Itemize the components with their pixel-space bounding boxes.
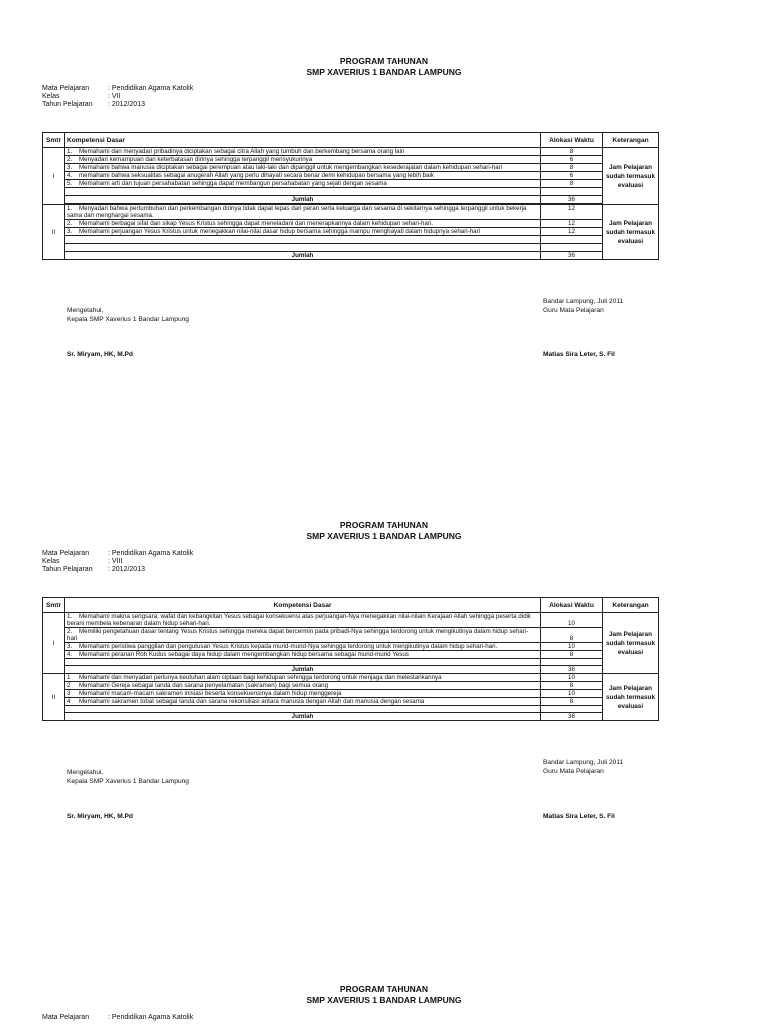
kd-cell [65, 156, 541, 164]
meta-row [42, 85, 193, 93]
empty-row [43, 706, 659, 713]
guru-name: Matias Sira Leter, S. Fil [543, 351, 615, 358]
kd-number: 4. [67, 172, 73, 179]
doc-title: PROGRAM TAHUNAN [339, 520, 429, 530]
alokasi-cell: 8 [541, 628, 603, 643]
table-row [43, 164, 659, 172]
kd-text: Memahami perjuangan Yesus Kristus untuk menegakkan nilai-nilai dasar hidup bersama sehingga mampu menghayati dalam hidupnya sehari-hari [79, 228, 481, 235]
kd-number: 3. [67, 164, 73, 171]
kd-cell [65, 164, 541, 172]
kd-number: 2. [67, 220, 73, 227]
meta-key: Mata Pelajaran [42, 550, 90, 557]
kd-text: Memahami dan menyadari pribadinya diciptakan sebagai citra Allah yang tumbuh dan berkembang bersama orang lain [79, 148, 405, 155]
jumlah-row [43, 196, 659, 204]
mengetahui-label: Mengetahui, [67, 307, 104, 314]
jumlah-row [43, 666, 659, 674]
meta-value: : Pendidikan Agama Katolik [108, 85, 194, 92]
col-alokasi: Alokasi Waktu [541, 598, 603, 613]
kd-text: Memahami makna sengsara, wafat dan kebangkitan Yesus sebagai konsekuensi atas perjuangan-Nya menegakkan nilai-nilain Kerajaan Allah sehingga peserta didik berani membela kebenaran dalam hidup sehari-hari. [67, 613, 531, 627]
kd-text: Menyadari bahwa pertumbuhan dan perkembangan dirinya tidak dapat lepas dari peran serta keluarga dan sesama di sekitarnya sehingga terpanggil untuk bekerja sama dan menghargai sesama. [67, 205, 527, 219]
kd-text: Memahami bahwa manusia diciptakan sebagai perempuan atau laki-laki dan dipanggil untuk mengembangkan kesederajatan dalam kehidupan sehari-hari [79, 164, 503, 171]
kd-cell [65, 674, 541, 682]
alokasi-cell: 6 [541, 156, 603, 164]
keterangan-cell [603, 205, 659, 260]
alokasi-cell: 12 [541, 220, 603, 228]
table-row [43, 682, 659, 690]
alokasi-cell: 8 [541, 698, 603, 706]
kd-text: Memahami sakramen tobat sebagai tanda dan sarana rekonsiliasi antara manusia dengan Allah dan manusia dengan sesama [79, 698, 425, 705]
kd-cell [65, 690, 541, 698]
program-table [42, 597, 659, 721]
kd-cell [65, 628, 541, 643]
kd-text: Memahami arti dan tujuan persahabatan sehingga dapat membangun persahabatan yang sejati dengan sesama [79, 180, 387, 187]
jumlah-total: 36 [541, 713, 603, 721]
col-keterangan: Keterangan [603, 133, 659, 148]
jumlah-label: Jumlah [65, 666, 541, 674]
doc-title: PROGRAM TAHUNAN [339, 984, 429, 994]
meta-value: : VII [108, 93, 121, 100]
kd-cell [65, 220, 541, 228]
kd-number: 3. [67, 643, 73, 650]
alokasi-cell: 12 [541, 205, 603, 220]
table-row [43, 613, 659, 628]
doc-meta [42, 550, 193, 574]
col-kompetensi: Kompetensi Dasar [65, 598, 541, 613]
empty-row [43, 659, 659, 666]
doc-meta [42, 1014, 193, 1022]
kd-number: 2. [67, 628, 73, 635]
meta-key: Tahun Pelajaran [42, 101, 93, 108]
table-row [43, 228, 659, 236]
guru-label: Guru Mata Pelajaran [543, 307, 604, 314]
jumlah-label: Jumlah [65, 713, 541, 721]
kd-cell [65, 205, 541, 220]
signature-guru-block [543, 758, 623, 776]
col-smtr: Smtr [43, 133, 65, 148]
kd-number: 4. [67, 651, 73, 658]
keterangan-cell [603, 148, 659, 205]
col-alokasi: Alokasi Waktu [541, 133, 603, 148]
mengetahui-label: Mengetahui, [67, 769, 104, 776]
kd-number: 3 [67, 690, 71, 697]
jumlah-total: 36 [541, 666, 603, 674]
kd-cell [65, 180, 541, 188]
jumlah-total: 36 [541, 252, 603, 260]
table-row [43, 156, 659, 164]
kd-cell [65, 682, 541, 690]
meta-row [42, 101, 193, 109]
doc-school: SMP XAVERIUS 1 BANDAR LAMPUNG [306, 995, 462, 1005]
keterangan-cell [603, 613, 659, 674]
kd-number: 3. [67, 228, 73, 235]
kd-cell [65, 643, 541, 651]
table-row [43, 651, 659, 659]
kd-cell [65, 613, 541, 628]
signature-guru-block [543, 297, 623, 315]
place-date: Bandar Lampung, Juli 2011 [543, 759, 624, 766]
kd-text: Memahami dan menyadari perlunya keutuhan alam ciptaan bagi kehidupan sehingga terdorong untuk menjaga dan melestarikannya [79, 674, 442, 681]
alokasi-cell: 8 [541, 180, 603, 188]
kepala-label: Kepala SMP Xaverius 1 Bandar Lampung [67, 778, 189, 785]
meta-key: Kelas [42, 93, 60, 100]
table-row [43, 180, 659, 188]
table-header [43, 598, 659, 613]
doc-meta [42, 85, 193, 109]
keterangan-cell [603, 674, 659, 721]
alokasi-cell: 8 [541, 164, 603, 172]
kd-text: Memahami macam-macam sakramen inisiasi beserta konsekuensinya dalam hidup menggereja [79, 690, 342, 697]
meta-value: : VIII [108, 558, 123, 565]
signature-kepala-block [67, 306, 189, 324]
meta-row [42, 93, 193, 101]
keterangan-text: Jam Pelajaran sudah termasuk evaluasi [605, 163, 655, 189]
table-row [43, 148, 659, 156]
doc-school: SMP XAVERIUS 1 BANDAR LAMPUNG [306, 531, 462, 541]
kd-cell [65, 651, 541, 659]
alokasi-cell: 10 [541, 690, 603, 698]
semester-cell: I [43, 613, 65, 674]
guru-label: Guru Mata Pelajaran [543, 768, 604, 775]
meta-row [42, 1014, 193, 1022]
semester-cell: II [43, 674, 65, 721]
meta-value: : 2012/2013 [108, 566, 145, 573]
kd-text: Memahami peristiwa panggilan dan pengutusan Yesus Kristus kepada murid-murid-Nya sehingga terdorong untuk mengikutinya dalam hidup sehari-hari. [79, 643, 498, 650]
table-row [43, 628, 659, 643]
alokasi-cell: 12 [541, 228, 603, 236]
kepala-label: Kepala SMP Xaverius 1 Bandar Lampung [67, 316, 189, 323]
table-header [43, 133, 659, 148]
kd-text: Memahami peranan Roh Kudus sebagai daya hidup dalam mengembangkan hidup bersama sebagai murid-murid Yesus [79, 651, 409, 658]
kd-text: Memahami berbagai sifat dan sikap Yesus Kristus sehingga dapat meneladani dan menerapkannya dalam kehidupan sehari-hari. [79, 220, 433, 227]
meta-value: : Pendidikan Agama Katolik [108, 1014, 194, 1021]
alokasi-cell: 10 [541, 613, 603, 628]
col-smtr: Smtr [43, 598, 65, 613]
meta-value: : Pendidikan Agama Katolik [108, 550, 194, 557]
jumlah-label: Jumlah [65, 196, 541, 204]
guru-name: Matias Sira Leter, S. Fil [543, 813, 615, 820]
semester-cell: II [43, 205, 65, 260]
table-row [43, 690, 659, 698]
keterangan-text: Jam Pelajaran sudah termasuk evaluasi [605, 684, 655, 710]
empty-row [43, 244, 659, 252]
doc-title: PROGRAM TAHUNAN [339, 56, 429, 66]
meta-key: Mata Pelajaran [42, 85, 90, 92]
kd-text: Menyadari kemampuan dan keterbatasan dirinya sehingga terpanggil mensyukurinya [79, 156, 313, 163]
kd-number: 4 [67, 698, 71, 705]
kepala-name: Sr. Miryam, HK, M.Pd [67, 351, 133, 358]
table-row [43, 172, 659, 180]
doc-school: SMP XAVERIUS 1 BANDAR LAMPUNG [306, 67, 462, 77]
jumlah-row [43, 252, 659, 260]
empty-row [43, 236, 659, 244]
kd-cell [65, 172, 541, 180]
jumlah-label: Jumlah [65, 252, 541, 260]
alokasi-cell: 8 [541, 682, 603, 690]
table-row [43, 205, 659, 220]
kd-text: Memiliki pengetahuan dasar tentang Yesus Kristus sehingga mereka dapat bercermin pada pribadi-Nya sehingga terdorong untuk mengikutinya dalam hidup sehari-hari [67, 628, 529, 642]
kd-cell [65, 228, 541, 236]
col-kompetensi: Kompetensi Dasar [65, 133, 541, 148]
meta-row [42, 558, 193, 566]
semester-cell: I [43, 148, 65, 205]
table-row [43, 643, 659, 651]
kd-number: 1. [67, 148, 73, 155]
meta-row [42, 566, 193, 574]
kd-number: 5. [67, 180, 73, 187]
program-table [42, 132, 659, 260]
empty-row [43, 188, 659, 196]
meta-key: Kelas [42, 558, 60, 565]
table-row [43, 220, 659, 228]
place-date: Bandar Lampung, Juli 2011 [543, 298, 624, 305]
col-keterangan: Keterangan [603, 598, 659, 613]
keterangan-text: Jam Pelajaran sudah termasuk evaluasi [605, 219, 655, 245]
meta-row [42, 550, 193, 558]
keterangan-text: Jam Pelajaran sudah termasuk evaluasi [605, 630, 655, 656]
meta-key: Mata Pelajaran [42, 1014, 90, 1021]
kd-number: 1 [67, 674, 71, 681]
alokasi-cell: 8 [541, 651, 603, 659]
kd-number: 2. [67, 156, 73, 163]
kd-text: memahami bahwa seksualitas sebagai anugerah Allah yang perlu dihayati secara benar demi kehidupan bersama yang lebih baik [79, 172, 434, 179]
meta-value: : 2012/2013 [108, 101, 145, 108]
kd-number: 1. [67, 205, 73, 212]
alokasi-cell: 10 [541, 674, 603, 682]
kd-cell [65, 148, 541, 156]
table-row [43, 698, 659, 706]
signature-kepala-block [67, 768, 189, 786]
kd-cell [65, 698, 541, 706]
jumlah-total: 36 [541, 196, 603, 204]
kd-number: 1. [67, 613, 73, 620]
kd-text: Memahami Gereja sebagai tanda dan sarana penyelamatan (sakramen) bagi semua orang [79, 682, 329, 689]
alokasi-cell: 8 [541, 148, 603, 156]
table-row [43, 674, 659, 682]
alokasi-cell: 10 [541, 643, 603, 651]
kepala-name: Sr. Miryam, HK, M.Pd [67, 813, 133, 820]
meta-key: Tahun Pelajaran [42, 566, 93, 573]
kd-number: 2 [67, 682, 71, 689]
jumlah-row [43, 713, 659, 721]
alokasi-cell: 6 [541, 172, 603, 180]
